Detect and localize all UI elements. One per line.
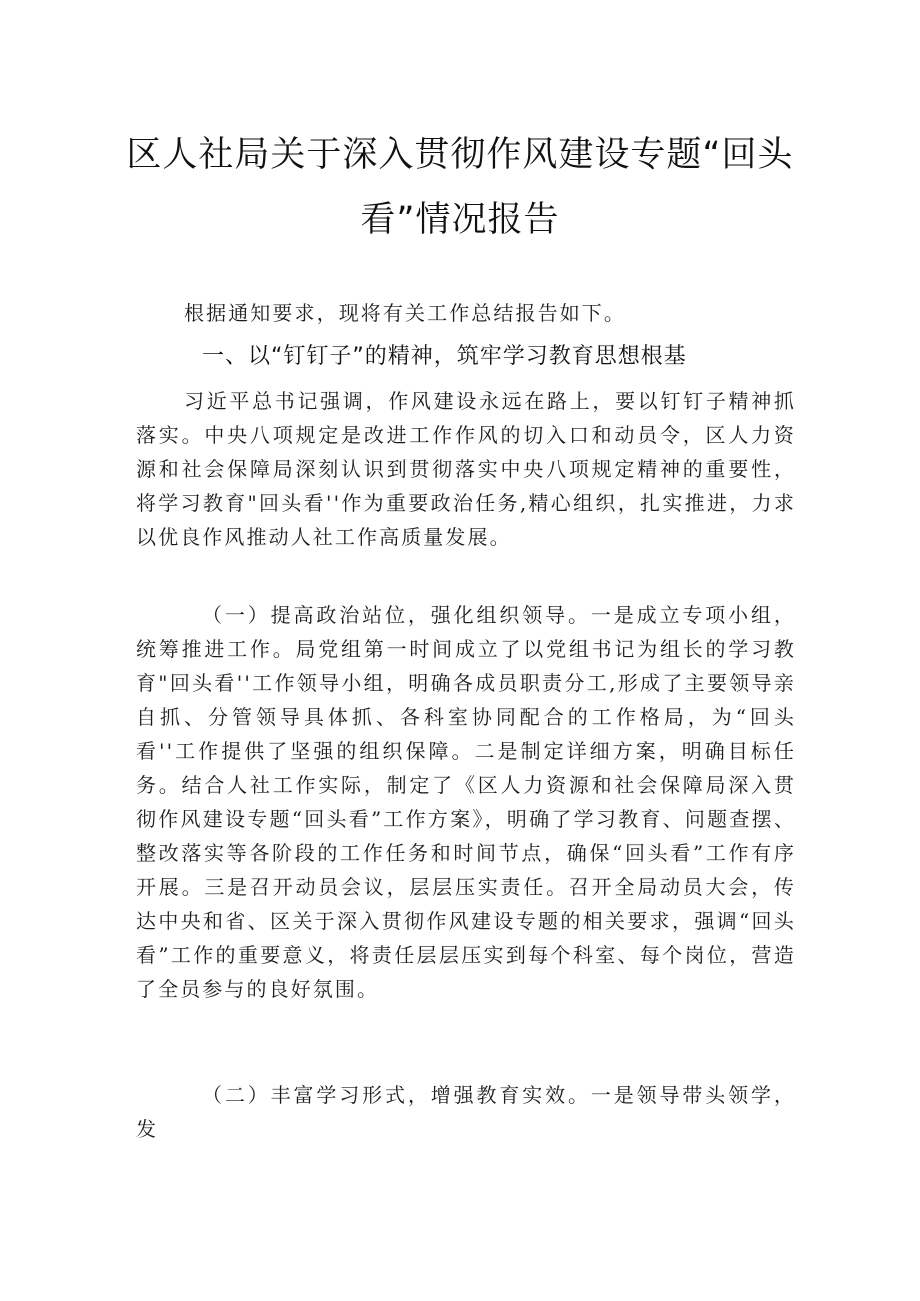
section-1-heading: 一、以“钉钉子”的精神，筑牢学习教育思想根基 <box>202 344 687 369</box>
document-title-line-2: 看”情况报告 <box>360 200 560 240</box>
subsection-2-paragraph: （二）丰富学习形式，增强教育实效。一是领导带头领学，发 <box>136 1083 796 1141</box>
document-title-line-1: 区人社局关于深入贯彻作风建设专题“回头 <box>126 135 794 175</box>
section-1-paragraph: 习近平总书记强调，作风建设永远在路上，要以钉钉子精神抓落实。中央八项规定是改进工作作风的切入口和动员令，区人力资源和社会保障局深刻认识到贯彻落实中央八项规定精神的重要性，将学习教育"回头看''作为重要政治任务,精心组织，扎实推进，力求以优良作风推动人社工作高质量发展。 <box>136 389 796 549</box>
intro-paragraph: 根据通知要求，现将有关工作总结报告如下。 <box>184 301 626 325</box>
subsection-1-paragraph: （一）提高政治站位，强化组织领导。一是成立专项小组，统筹推进工作。局党组第一时间成立了以党组书记为组长的学习教育"回头看''工作领导小组，明确各成员职责分工,形成了主要领导亲自抓、分管领导具体抓、各科室协同配合的工作格局，为“回头看''工作提供了坚强的组织保障。二是制定详细方案，明确目标任务。结合人社工作实际，制定了《区人力资源和社会保障局深入贯彻作风建设专题“回头看”工作方案》，明确了学习教育、问题查摆、整改落实等各阶段的工作任务和时间节点，确保“回头看”工作有序开展。三是召开动员会议，层层压实责任。召开全局动员大会，传达中央和省、区关于深入贯彻作风建设专题的相关要求，强调“回头看”工作的重要意义，将责任层层压实到每个科室、每个岗位，营造了全员参与的良好氛围。 <box>136 603 796 1001</box>
